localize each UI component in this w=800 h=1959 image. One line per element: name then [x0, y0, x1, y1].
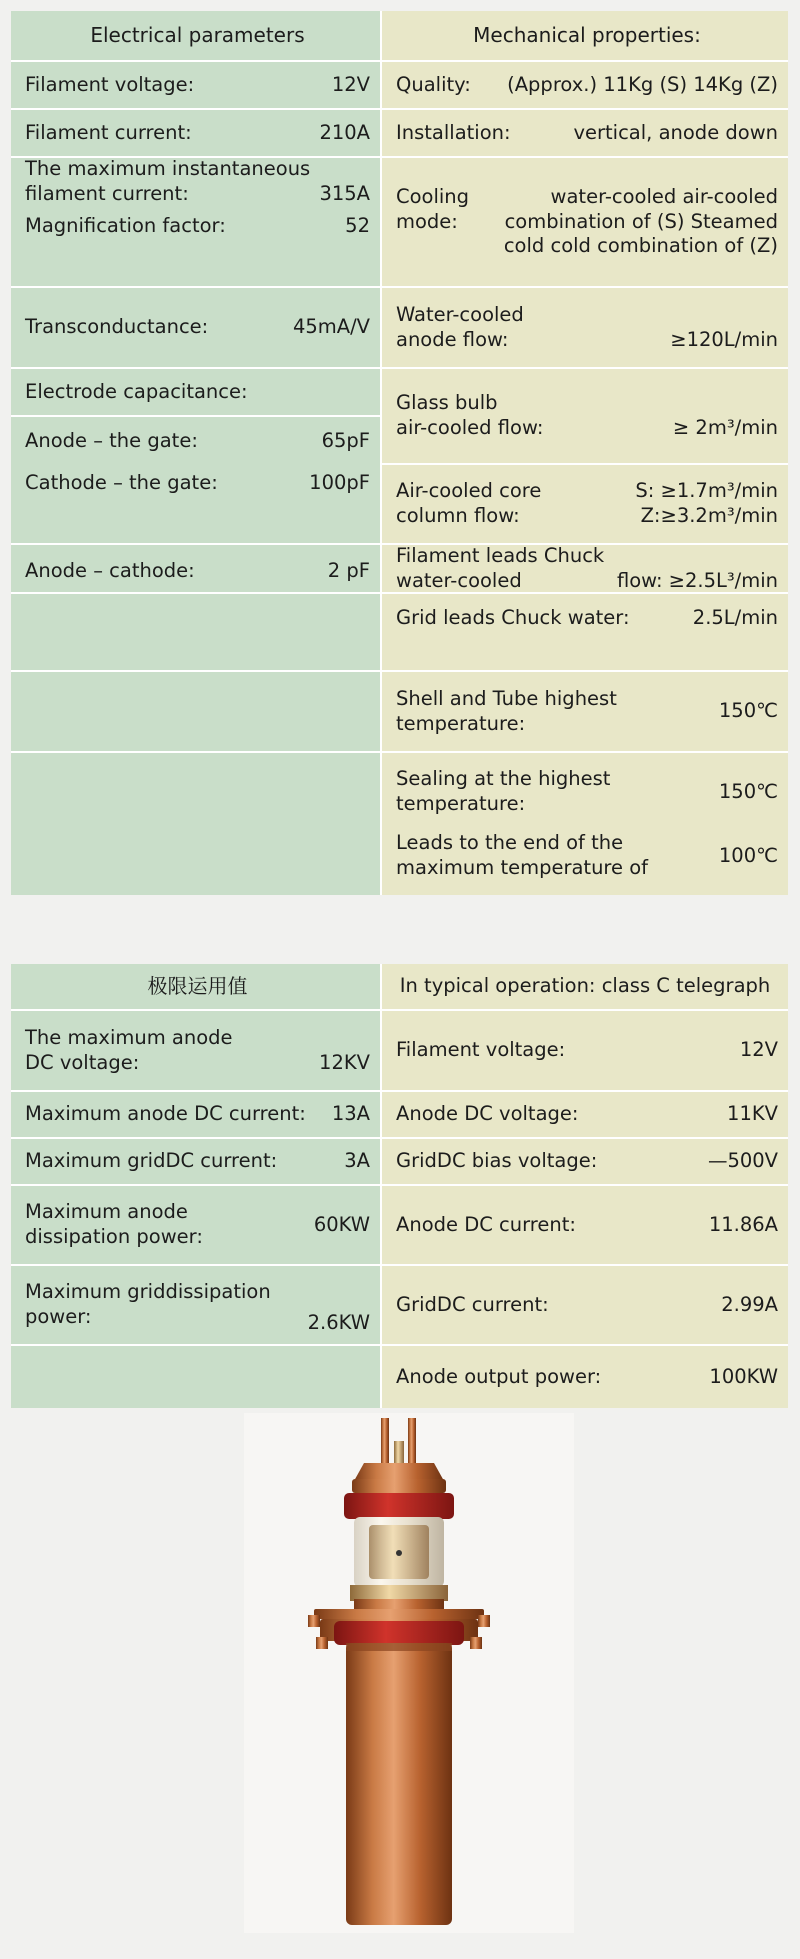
- anode-cathode-capacitance-row: Anode – cathode: 2 pF: [11, 545, 382, 594]
- typical-filament-voltage-row: Filament voltage: 12V: [382, 1011, 788, 1092]
- mechanical-properties-header: Mechanical properties:: [382, 11, 788, 62]
- electrode-capacitance-row: Electrode capacitance:: [11, 369, 382, 417]
- max-anode-dc-voltage-row: The maximum anode DC voltage: 12KV: [11, 1011, 382, 1092]
- glass-bulb-air-flow-row: Glass bulb air-cooled flow: ≥ 2m³/min: [382, 369, 788, 465]
- air-cooled-core-column-flow-row: Air-cooled core column flow: S: ≥1.7m³/min Z:≥3.2m³/min: [382, 465, 788, 545]
- grid-leads-chuck-water-row: Grid leads Chuck water: 2.5L/min: [382, 594, 788, 672]
- max-grid-dc-current-row: Maximum gridDC current: 3A: [11, 1139, 382, 1186]
- vacuum-tube-photo: [244, 1413, 574, 1933]
- anode-gate-capacitance-row: Anode – the gate: 65pF: [11, 417, 382, 465]
- water-cooled-anode-flow-row: Water-cooled anode flow: ≥120L/min: [382, 288, 788, 369]
- empty-cell: [11, 1346, 382, 1408]
- max-anode-dc-current-row: Maximum anode DC current: 13A: [11, 1092, 382, 1139]
- quality-row: Quality: (Approx.) 11Kg (S) 14Kg (Z): [382, 62, 788, 110]
- typical-anode-dc-current-row: Anode DC current: 11.86A: [382, 1186, 788, 1266]
- leads-end-temperature-row: Leads to the end of the maximum temperature of 100℃: [382, 817, 788, 895]
- empty-cell: [11, 672, 382, 753]
- max-anode-dissipation-row: Maximum anode dissipation power: 60KW: [11, 1186, 382, 1266]
- sealing-temperature-row: Sealing at the highest temperature: 150℃: [382, 753, 788, 833]
- shell-tube-temperature-row: Shell and Tube highest temperature: 150℃: [382, 672, 788, 753]
- filament-current-row: Filament current: 210A: [11, 110, 382, 158]
- vacuum-tube-illustration: [244, 1413, 574, 1933]
- filament-voltage-row: Filament voltage: 12V: [11, 62, 382, 110]
- transconductance-row: Transconductance: 45mA/V: [11, 288, 382, 369]
- limiting-values-header: 极限运用值: [11, 964, 382, 1011]
- installation-row: Installation: vertical, anode down: [382, 110, 788, 158]
- typical-anode-output-power-row: Anode output power: 100KW: [382, 1346, 788, 1408]
- max-instantaneous-filament-current-row: The maximum instantaneous filament current: 315A: [11, 158, 382, 206]
- typical-operation-header: In typical operation: class C telegraph: [382, 964, 788, 1011]
- typical-anode-dc-voltage-row: Anode DC voltage: 11KV: [382, 1092, 788, 1139]
- cathode-gate-capacitance-row: Cathode – the gate: 100pF: [11, 465, 382, 545]
- operating-values-table: [11, 964, 788, 1408]
- typical-grid-bias-voltage-row: GridDC bias voltage: —500V: [382, 1139, 788, 1186]
- electrical-mechanical-table: [11, 11, 788, 833]
- filament-leads-chuck-flow-row: Filament leads Chuck water-cooled flow: ≥2.5L³/min: [382, 545, 788, 594]
- electrical-parameters-header: Electrical parameters: [11, 11, 382, 62]
- empty-cell: [11, 594, 382, 672]
- empty-cell: [11, 817, 382, 895]
- cooling-mode-row: Cooling water-cooled air-cooled mode: combination of (S) Steamed cold cold combination of (Z): [382, 158, 788, 288]
- typical-grid-dc-current-row: GridDC current: 2.99A: [382, 1266, 788, 1346]
- magnification-factor-row: Magnification factor: 52: [11, 206, 382, 288]
- max-grid-dissipation-row: Maximum griddissipation power: 2.6KW: [11, 1266, 382, 1346]
- electrical-mechanical-table-last-row: [11, 817, 788, 895]
